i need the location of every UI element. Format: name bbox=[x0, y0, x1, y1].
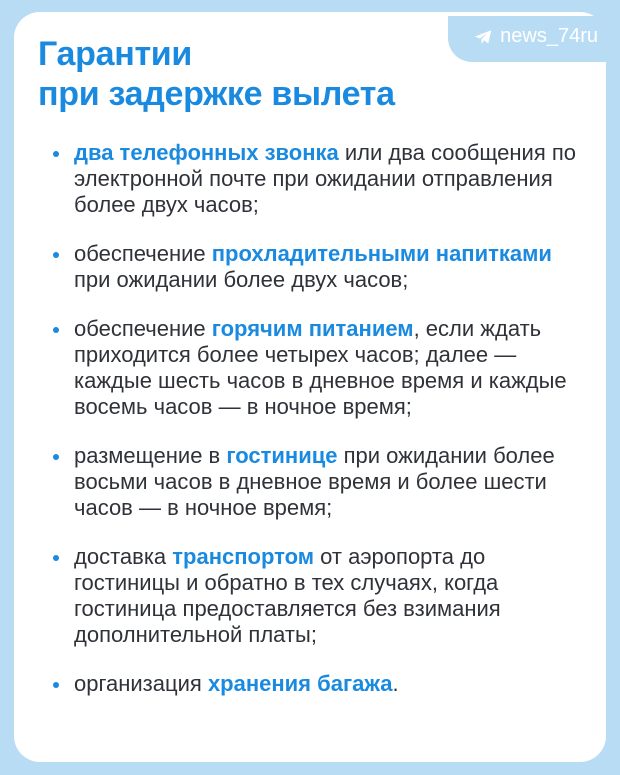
item-text: доставка bbox=[74, 544, 173, 569]
title-line-2: при задержке вылета bbox=[38, 75, 395, 113]
item-text: от аэропорта до гостиницы и обратно в тех случаях, когда гостиница предоставляется без взимания дополнительной платы; bbox=[74, 544, 501, 647]
guarantees-list bbox=[44, 140, 589, 697]
item-text: обеспечение bbox=[74, 316, 212, 341]
item-text: при ожидании более восьми часов в дневное время и более шести часов — в ночное время; bbox=[74, 443, 555, 520]
list-item bbox=[44, 316, 589, 420]
bullet-icon bbox=[53, 682, 59, 688]
item-highlight: транспортом bbox=[172, 544, 315, 569]
list-item bbox=[44, 671, 589, 697]
bullet-icon bbox=[53, 555, 59, 561]
item-text: или два сообщения по электронной почте при ожидании отправления более двух часов; bbox=[74, 140, 577, 217]
title-line-1: Гарантии bbox=[38, 35, 193, 73]
list-item bbox=[44, 443, 589, 521]
item-highlight: гостинице bbox=[226, 443, 338, 468]
bullet-icon bbox=[53, 151, 59, 157]
item-text: организация bbox=[74, 671, 208, 696]
bullet-icon bbox=[53, 327, 59, 333]
telegram-icon bbox=[474, 29, 492, 45]
item-highlight: два телефонных звонка bbox=[74, 140, 339, 165]
item-text: размещение в bbox=[74, 443, 227, 468]
bullet-icon bbox=[53, 454, 59, 460]
bullet-icon bbox=[53, 252, 59, 258]
brand-badge bbox=[474, 25, 598, 48]
page-title bbox=[38, 34, 395, 114]
item-highlight: хранения багажа bbox=[207, 671, 393, 696]
list-item bbox=[44, 544, 589, 648]
item-highlight: прохладительными напитками bbox=[211, 241, 552, 266]
list-item bbox=[44, 241, 589, 293]
item-text: . bbox=[392, 671, 399, 696]
item-text: при ожидании более двух часов; bbox=[74, 267, 409, 292]
brand-name: news_74ru bbox=[500, 25, 598, 47]
list-item bbox=[44, 140, 589, 218]
item-text: обеспечение bbox=[74, 241, 212, 266]
item-text: , если ждать приходится более четырех часов; далее — каждые шесть часов в дневное время и каждые восемь часов — в ночное время; bbox=[74, 316, 567, 419]
item-highlight: горячим питанием bbox=[211, 316, 414, 341]
